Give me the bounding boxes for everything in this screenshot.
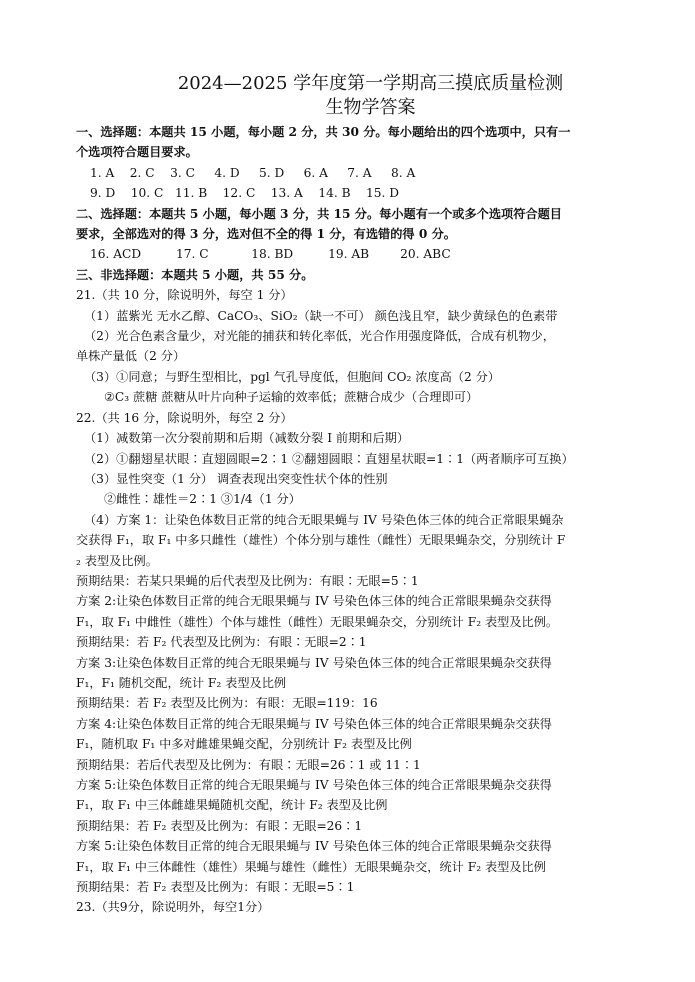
q22-plan2-line1: 方案 2:让染色体数目正常的纯合无眼果蝇与 IV 号染色体三体的纯合正常眼果蝇杂交获得 <box>76 594 552 609</box>
q22-answer-2: （2）①翻翅星状眼∶直翅圆眼=2∶1 ②翻翅圆眼∶直翅星状眼=1∶1（两者顺序可互换） <box>84 451 574 466</box>
section1-header-line2: 个选项符合题目要求。 <box>76 145 198 160</box>
q21-answer-3-line1: （3）①同意；与野生型相比，pgl 气孔导度低，但胞间 CO₂ 浓度高（2 分） <box>84 369 500 384</box>
q22-result4: 预期结果：若后代表型及比例为：有眼∶无眼=26∶1 或 11∶1 <box>76 757 421 772</box>
q22-plan4-line2: F₁，随机取 F₁ 中多对雌雄果蝇交配，分别统计 F₂ 表型及比例 <box>76 737 412 752</box>
section3-header: 三、非选择题：本题共 5 小题，共 55 分。 <box>76 267 314 282</box>
q22-header: 22.（共 16 分，除说明外，每空 2 分） <box>76 410 293 425</box>
section2-header-line2: 要求，全部选对的得 3 分，选对但不全的得 1 分，有选错的得 0 分。 <box>76 227 456 242</box>
q22-result1: 预期结果：若某只果蝇的后代表型及比例为：有眼∶无眼=5∶1 <box>76 573 419 588</box>
section1-answers-row1: 1. A 2. C 3. C 4. D 5. D 6. A 7. A 8. A <box>90 165 416 180</box>
section1-answers-row2: 9. D 10. C 11. B 12. C 13. A 14. B 15. D <box>90 186 400 201</box>
q22-plan5b-line1: 方案 5:让染色体数目正常的纯合无眼果蝇与 IV 号染色体三体的纯合正常眼果蝇杂交获得 <box>76 839 552 854</box>
q21-header: 21.（共 10 分，除说明外，每空 1 分） <box>76 288 293 303</box>
q21-answer-3-line2: ②C₃ 蔗糖 蔗糖从叶片向种子运输的效率低；蔗糖合成少（合理即可） <box>104 390 479 405</box>
q22-answer-3-line1: （3）显性突变（1 分） 调查表现出突变性状个体的性别 <box>84 471 388 486</box>
q22-plan1-line3: ₂ 表型及比例。 <box>76 553 158 568</box>
q23-header: 23.（共9分，除说明外，每空1分） <box>76 900 270 915</box>
q22-answer-3-line2: ②雌性∶雄性＝2∶1 ③1/4（1 分） <box>104 492 301 507</box>
q22-plan5b-line2: F₁，取 F₁ 中三体雌性（雄性）果蝇与雄性（雌性）无眼果蝇杂交，统计 F₂ 表型及比例 <box>76 859 546 874</box>
q21-answer-1: （1）蓝紫光 无水乙醇、CaCO₃、SiO₂（缺一不可） 颜色浅且窄，缺少黄绿色的色素带 <box>84 308 558 323</box>
document-title: 2024—2025 学年度第一学期高三摸底质量检测 <box>177 73 564 94</box>
q22-plan3-line2: F₁，F₁ 随机交配，统计 F₂ 表型及比例 <box>76 675 287 690</box>
q22-plan1-line2: 交获得 F₁，取 F₁ 中多只雌性（雄性）个体分别与雄性（雌性）无眼果蝇杂交，分别统计 F <box>76 533 566 548</box>
q22-result5b: 预期结果：若 F₂ 表型及比例为：有眼∶无眼=5∶1 <box>76 880 355 895</box>
q21-answer-2-line2: 单株产量低（2 分） <box>76 349 186 364</box>
q22-plan3-line1: 方案 3:让染色体数目正常的纯合无眼果蝇与 IV 号染色体三体的纯合正常眼果蝇杂交获得 <box>76 655 552 670</box>
q22-result5a: 预期结果：若 F₂ 表型及比例为：有眼∶无眼=26∶1 <box>76 818 363 833</box>
q22-plan1-line1: （4）方案 1：让染色体数目正常的纯合无眼果蝇与 IV 号染色体三体的纯合正常眼果蝇杂 <box>84 512 564 527</box>
q22-result3: 预期结果：若 F₂ 表型及比例为：有眼：无眼=119：16 <box>76 696 378 711</box>
section2-answers: 16. ACD 17. C 18. BD 19. AB 20. ABC <box>90 247 451 262</box>
q22-result2: 预期结果：若 F₂ 代表型及比例为：有眼∶无眼=2∶1 <box>76 635 367 650</box>
q22-plan2-line2: F₁，取 F₁ 中雌性（雄性）个体与雄性（雌性）无眼果蝇杂交，分别统计 F₂ 表型及比例。 <box>76 614 559 629</box>
q22-answer-1: （1）减数第一次分裂前期和后期（减数分裂 I 前期和后期） <box>84 431 410 446</box>
q22-plan4-line1: 方案 4:让染色体数目正常的纯合无眼果蝇与 IV 号染色体三体的纯合正常眼果蝇杂交获得 <box>76 716 552 731</box>
document-subtitle: 生物学答案 <box>325 97 416 118</box>
q22-plan5a-line2: F₁，取 F₁ 中三体雌雄果蝇随机交配，统计 F₂ 表型及比例 <box>76 798 388 813</box>
section2-header-line1: 二、选择题：本题共 5 小题，每小题 3 分，共 15 分。每小题有一个或多个选项符合题目 <box>76 206 562 221</box>
section1-header-line1: 一、选择题：本题共 15 小题，每小题 2 分，共 30 分。每小题给出的四个选项中，只有一 <box>76 125 571 139</box>
q22-plan5a-line1: 方案 5:让染色体数目正常的纯合无眼果蝇与 IV 号染色体三体的纯合正常眼果蝇杂交获得 <box>76 778 552 792</box>
q21-answer-2-line1: （2）光合色素含量少，对光能的捕获和转化率低，光合作用强度降低，合成有机物少， <box>84 329 555 344</box>
